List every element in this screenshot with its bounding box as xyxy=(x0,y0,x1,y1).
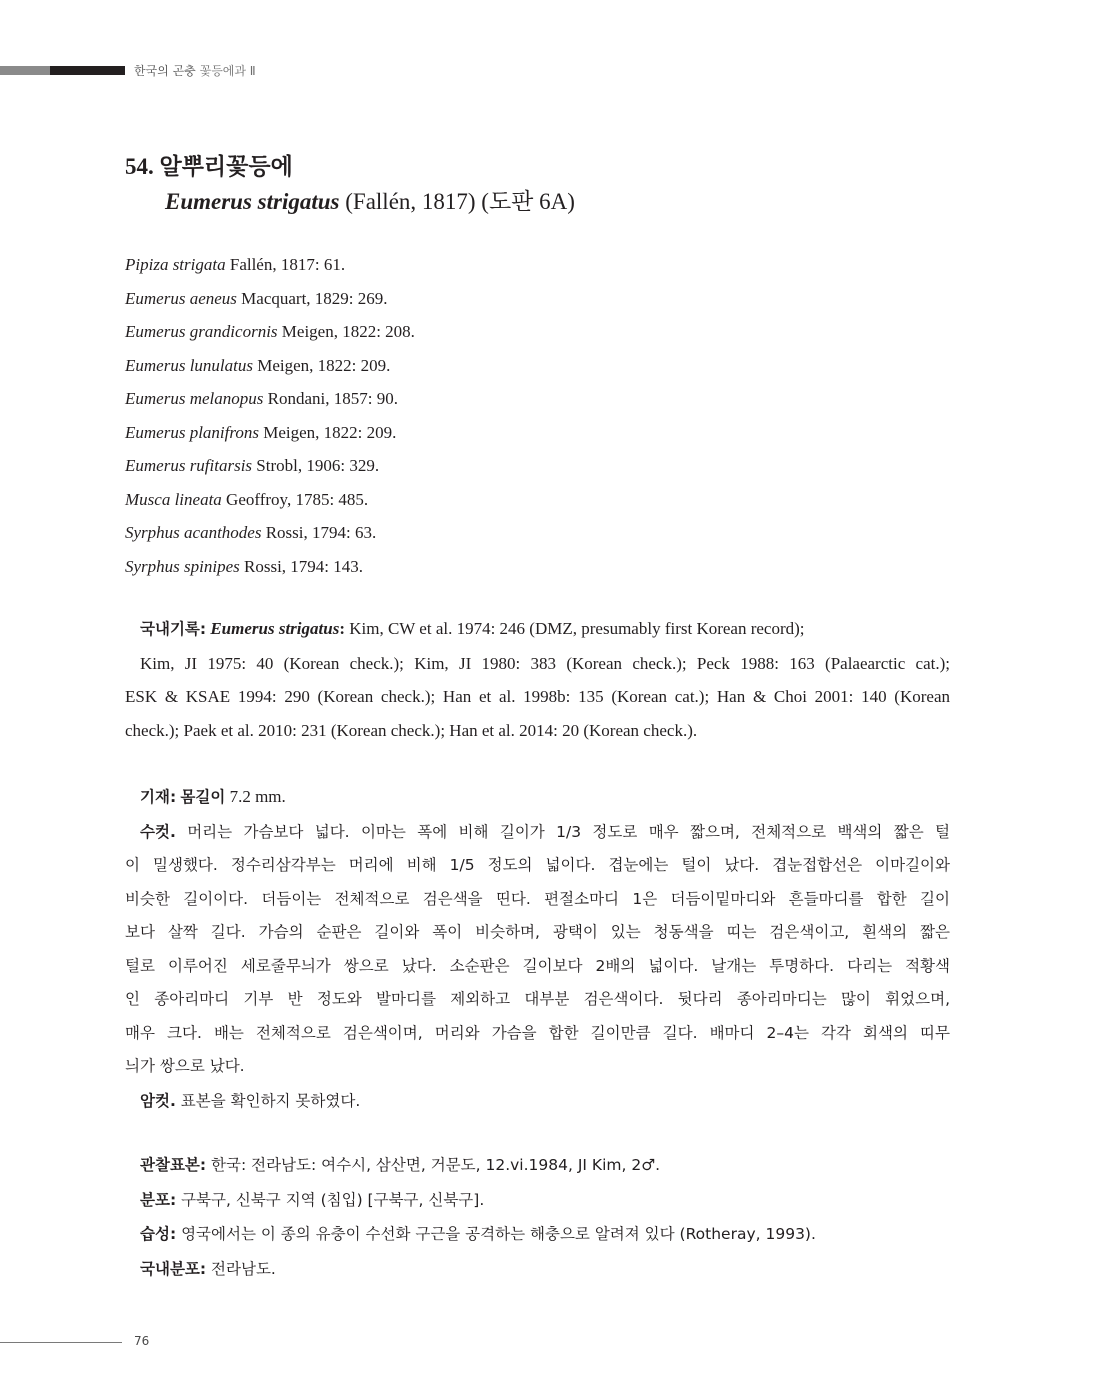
korean-distribution-text: 전라남도. xyxy=(206,1259,276,1278)
text-line: 이 밀생했다. 정수리삼각부는 머리에 비해 1/5 정도의 넓이다. 겹눈에는 털이 났다. 겹눈접합선은 이마길이와 xyxy=(125,856,950,874)
synonym-citation: Rossi, 1794: 143. xyxy=(239,556,364,576)
male-text: 머리는 가슴보다 넓다. 이마는 폭에 비해 길이가 1/3 정도로 매우 짧으며, 전체적으로 백색의 짧은 털 xyxy=(175,822,950,841)
synonym-item xyxy=(125,449,415,483)
header-bar-gray xyxy=(0,66,50,75)
domestic-records-paragraph xyxy=(125,612,950,747)
footer-rule xyxy=(0,1342,122,1343)
synonym-citation: Rondani, 1857: 90. xyxy=(263,389,398,408)
specimen-distribution-section xyxy=(125,1148,950,1286)
domestic-records-text: Kim, CW et al. 1974: 246 (DMZ, presumably first Korean record); xyxy=(345,619,805,638)
scientific-name: Eumerus strigatus xyxy=(165,189,340,214)
synonym-name: Pipiza strigata xyxy=(125,255,226,274)
habit-text: 영국에서는 이 종의 유충이 수선화 구근을 공격하는 해충으로 알려져 있다 (Rotheray, 1993). xyxy=(176,1225,816,1243)
species-heading xyxy=(125,148,293,181)
korean-distribution-label: 국내분포: xyxy=(140,1259,207,1278)
female-text: 표본을 확인하지 못하였다. xyxy=(175,1091,361,1110)
synonym-name: Eumerus aeneus xyxy=(125,288,237,308)
description-label: 기재: xyxy=(140,788,177,806)
synonym-item xyxy=(125,516,415,550)
species-number-korean-name: 54. 알뿌리꽃등에 xyxy=(125,154,293,179)
synonym-name: Eumerus melanopus xyxy=(125,389,264,408)
synonym-item xyxy=(125,282,415,316)
synonym-citation: Strobl, 1906: 329. xyxy=(252,456,380,475)
description-paragraph xyxy=(125,780,950,1118)
header-bar-black xyxy=(50,66,125,75)
synonym-name: Syrphus acanthodes xyxy=(125,523,262,542)
synonym-name: Musca lineata xyxy=(125,489,222,509)
habit-label: 습성: xyxy=(140,1225,177,1243)
text-line: ESK & KSAE 1994: 290 (Korean check.); Han et al. 1998b: 135 (Korean cat.); Han & Choi 2001: 140 (Korean xyxy=(125,687,950,706)
synonym-item xyxy=(125,315,415,349)
text-line xyxy=(125,815,950,850)
male-label: 수컷. xyxy=(140,822,176,841)
synonym-citation: Meigen, 1822: 209. xyxy=(258,422,397,442)
distribution-text: 구북구, 신북구 지역 (침입) [구북구, 신북구]. xyxy=(176,1190,485,1209)
species-scientific-heading xyxy=(165,183,575,216)
text-line: 매우 크다. 배는 전체적으로 검은색이며, 머리와 가슴을 합한 길이만큼 길다. 배마디 2–4는 각각 회색의 띠무 xyxy=(125,1023,950,1042)
domestic-records-species: Eumerus strigatus xyxy=(210,619,340,638)
page-number: 76 xyxy=(134,1334,150,1348)
synonym-name: Eumerus planifrons xyxy=(125,422,259,442)
synonym-item xyxy=(125,349,415,383)
synonym-item xyxy=(125,416,415,450)
text-line: check.); Paek et al. 2010: 231 (Korean check.); Han et al. 2014: 20 (Korean check.). xyxy=(125,720,698,740)
author-year-plate: (Fallén, 1817) (도판 6A) xyxy=(339,189,575,214)
synonym-item xyxy=(125,483,415,517)
distribution-label: 분포: xyxy=(140,1190,177,1209)
body-length-value: 7.2 mm. xyxy=(225,787,286,806)
synonym-item xyxy=(125,550,415,584)
text-line xyxy=(125,1148,950,1183)
specimens-text: 한국: 전라남도: 여수시, 삼산면, 거문도, 12.vi.1984, JI Kim, 2♂. xyxy=(206,1156,661,1174)
domestic-records-label: 국내기록: xyxy=(140,620,207,638)
text-line xyxy=(125,1252,950,1287)
synonym-item xyxy=(125,382,415,416)
text-line xyxy=(125,612,950,647)
synonym-item xyxy=(125,248,415,282)
text-line xyxy=(125,780,950,815)
synonym-citation: Macquart, 1829: 269. xyxy=(236,288,388,308)
text-line xyxy=(125,1084,950,1119)
book-title: 한국의 곤충 xyxy=(134,64,196,78)
synonym-citation: Meigen, 1822: 209. xyxy=(252,355,391,375)
text-line: 털로 이루어진 세로줄무늬가 쌍으로 났다. 소순판은 길이보다 2배의 넓이다. 날개는 투명하다. 다리는 적황색 xyxy=(125,956,950,975)
text-line xyxy=(125,1217,950,1252)
synonym-citation: Meigen, 1822: 208. xyxy=(277,322,415,341)
book-subtitle: 꽃등에과 Ⅱ xyxy=(199,64,256,78)
synonym-name: Eumerus lunulatus xyxy=(125,355,253,375)
domestic-records-colon: : xyxy=(339,619,345,638)
text-line: 비슷한 길이이다. 더듬이는 전체적으로 검은색을 띤다. 편절소마디 1은 더듬이밑마디와 흔들마디를 합한 길이 xyxy=(125,889,950,908)
synonym-citation: Geoffroy, 1785: 485. xyxy=(221,489,369,509)
synonym-citation: Fallén, 1817: 61. xyxy=(225,255,346,274)
text-line: 인 종아리마디 기부 반 정도와 발마디를 제외하고 대부분 검은색이다. 뒷다리 종아리마디는 많이 휘었으며, xyxy=(125,990,950,1008)
text-line xyxy=(125,1183,950,1218)
specimens-label: 관찰표본: xyxy=(140,1156,207,1174)
running-header xyxy=(134,62,256,79)
synonym-name: Syrphus spinipes xyxy=(125,556,240,576)
synonym-name: Eumerus rufitarsis xyxy=(125,456,253,475)
text-line: 보다 살짝 길다. 가슴의 순판은 길이와 폭이 비슷하며, 광택이 있는 청동색을 띠는 검은색이고, 흰색의 짧은 xyxy=(125,923,950,941)
text-line: 늬가 쌍으로 났다. xyxy=(125,1057,245,1075)
text-line: Kim, JI 1975: 40 (Korean check.); Kim, JI 1980: 383 (Korean check.); Peck 1988: 163 (Palaearctic cat.); xyxy=(140,653,950,673)
synonym-citation: Rossi, 1794: 63. xyxy=(261,523,377,542)
synonym-name: Eumerus grandicornis xyxy=(125,322,278,341)
female-label: 암컷. xyxy=(140,1091,176,1110)
synonym-list xyxy=(125,248,415,583)
body-length-label: 몸길이 xyxy=(180,788,226,806)
